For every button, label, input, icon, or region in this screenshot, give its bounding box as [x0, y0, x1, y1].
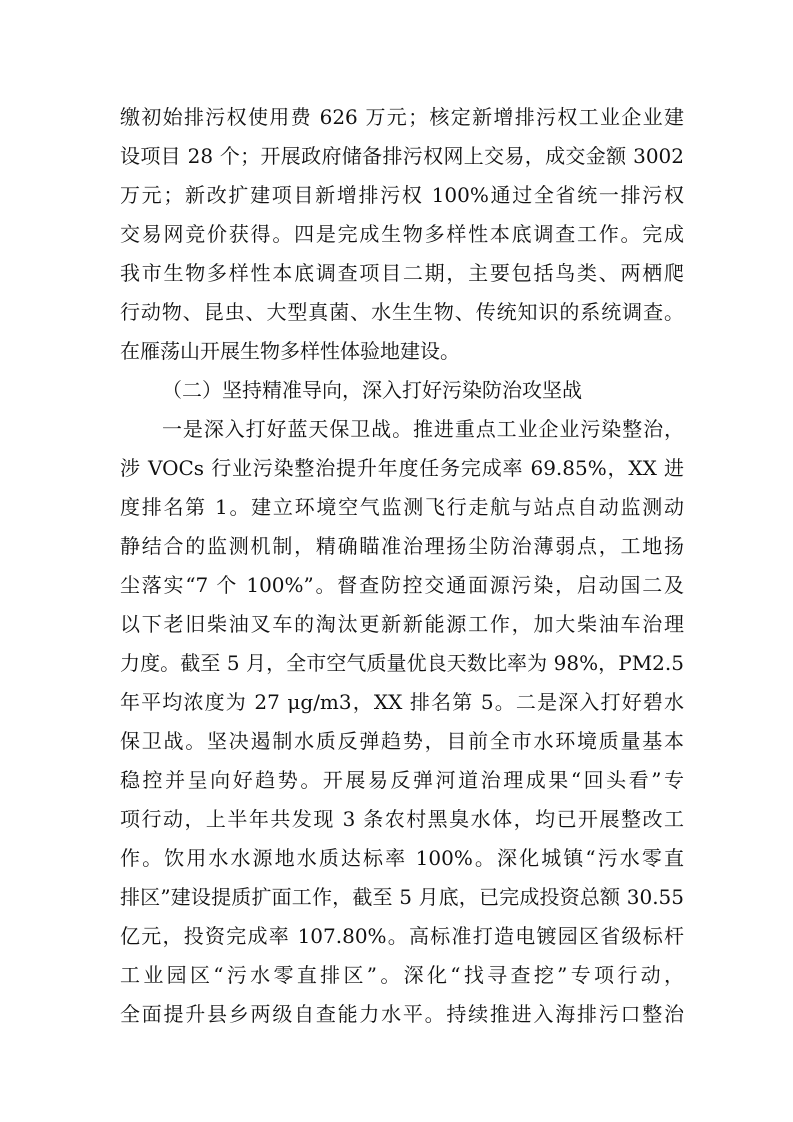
text-line: 尘落实“7 个 100%”。督查防控交通面源污染，启动国二及: [120, 573, 684, 597]
text-line: 保卫战。坚决遏制水质反弹趋势，目前全市水环境质量基本: [120, 729, 684, 753]
text-line: 工业园区“污水零直排区”。深化“找寻查挖”专项行动，: [120, 963, 684, 987]
text-line: 静结合的监测机制，精确瞄准治理扬尘防治薄弱点，工地扬: [120, 534, 684, 558]
text-line: 度排名第 1。建立环境空气监测飞行走航与站点自动监测动: [120, 495, 684, 519]
section-heading: （二）坚持精准导向，深入打好污染防治攻坚战: [162, 378, 582, 402]
text-line: 亿元，投资完成率 107.80%。高标准打造电镀园区省级标杆: [120, 924, 684, 948]
text-line: 项行动，上半年共发现 3 条农村黑臭水体，均已开展整改工: [120, 807, 684, 831]
text-line: 缴初始排污权使用费 626 万元；核定新增排污权工业企业建: [120, 105, 684, 129]
text-line: 交易网竞价获得。四是完成生物多样性本底调查工作。完成: [120, 222, 684, 246]
text-line: 万元；新改扩建项目新增排污权 100%通过全省统一排污权: [120, 183, 684, 207]
text-line: 全面提升县乡两级自查能力水平。持续推进入海排污口整治: [120, 1002, 684, 1026]
document-page: [120, 98, 684, 1034]
text-line: 在雁荡山开展生物多样性体验地建设。: [120, 339, 460, 363]
text-line: 力度。截至 5 月，全市空气质量优良天数比率为 98%，PM2.5: [120, 651, 684, 675]
paragraph-pollution-control: [120, 410, 684, 1034]
text-line: 作。饮用水水源地水质达标率 100%。深化城镇“污水零直: [120, 846, 684, 870]
text-line: 涉 VOCs 行业污染整治提升年度任务完成率 69.85%，XX 进: [120, 456, 684, 480]
text-line: 一是深入打好蓝天保卫战。推进重点工业企业污染整治，: [162, 417, 684, 441]
text-line: 我市生物多样性本底调查项目二期，主要包括鸟类、两栖爬: [120, 261, 684, 285]
text-line: 年平均浓度为 27 μg/m3，XX 排名第 5。二是深入打好碧水: [120, 690, 684, 714]
text-line: 设项目 28 个；开展政府储备排污权网上交易，成交金额 3002: [120, 144, 684, 168]
text-line: 排区”建设提质扩面工作，截至 5 月底，已完成投资总额 30.55: [120, 885, 684, 909]
paragraph-biodiversity: [120, 98, 684, 371]
text-line: 以下老旧柴油叉车的淘汰更新新能源工作，加大柴油车治理: [120, 612, 684, 636]
text-line: 稳控并呈向好趋势。开展易反弹河道治理成果“回头看”专: [120, 768, 684, 792]
text-line: 行动物、昆虫、大型真菌、水生生物、传统知识的系统调查。: [120, 300, 684, 324]
